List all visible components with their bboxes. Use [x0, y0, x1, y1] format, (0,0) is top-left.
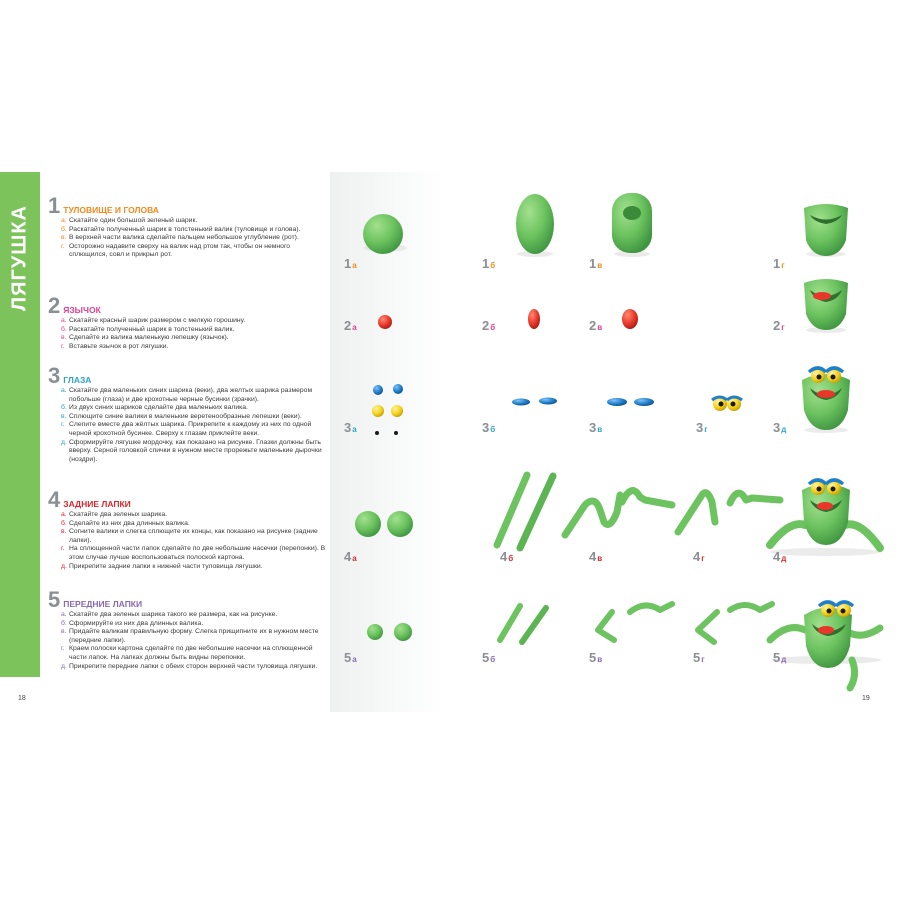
caption-number: 5 [589, 650, 597, 665]
photo-4d-frog-hind-legs [770, 480, 880, 556]
caption-number: 1 [482, 256, 490, 271]
caption-letter: в [597, 323, 603, 332]
step-item-letter: а. [61, 511, 67, 518]
photo-4a-two-balls [355, 511, 413, 537]
photo-5a-two-balls [367, 623, 412, 641]
step-item-text: Скатайте один большой зеленый шарик. [69, 217, 198, 224]
caption-letter: б [490, 425, 496, 434]
caption-letter: б [508, 554, 514, 563]
photo-5g-notched [698, 604, 772, 642]
photo-caption [500, 549, 513, 564]
step-item-text: Согните валики и слегка сплющите их концы, как показано на рисунке (задние лапки). [69, 528, 318, 544]
photo-4g-legs-notched [678, 493, 780, 532]
photo-caption [344, 650, 357, 665]
caption-letter: д [781, 655, 787, 664]
step-item-letter: г. [61, 242, 65, 250]
photo-4v-bent-legs [565, 491, 672, 535]
photo-caption [696, 420, 708, 435]
step-item-letter: а. [61, 217, 67, 224]
step-item-text: Сплющите синие валики в маленькие веретенообразные лепешки (веки). [69, 412, 302, 420]
photo-caption [589, 420, 602, 435]
photo-caption [693, 549, 705, 564]
photo-5d-frog-complete [770, 602, 881, 688]
photo-1v-roll-mouth [612, 193, 652, 257]
step-item-letter: г. [61, 342, 65, 350]
step-title: ПЕРЕДНИЕ ЛАПКИ [63, 599, 143, 609]
step-item-text: Сформируйте лягушке мордочку, как показано на рисунке. Глазки должны быть вверху. Серной головкой спички в нужном месте прорежьте маленькие дырочки (ноздри). [69, 438, 322, 463]
step-item-letter: б. [61, 404, 67, 412]
caption-number: 1 [589, 256, 597, 271]
caption-letter: г [781, 323, 785, 332]
step-item-text: На сплющенной части лапок сделайте по две небольшие насечки (перепонки). В этом случае лучше воспользоваться полоской картона. [69, 545, 326, 561]
step-item-letter: д. [61, 662, 67, 670]
caption-number: 4 [344, 549, 352, 564]
photo-2g-head-tongue [804, 279, 848, 333]
photo-caption [589, 650, 602, 665]
caption-letter: в [597, 655, 603, 664]
photo-caption [482, 318, 495, 333]
photo-caption [344, 256, 357, 271]
photo-caption [693, 650, 705, 665]
step-item-text: Сделайте из валика маленькую лепешку (язычок). [69, 334, 229, 342]
step-item-letter: б. [61, 225, 67, 233]
photo-caption [589, 549, 602, 564]
step-number: 2 [48, 293, 61, 318]
step-item-text: Раскатайте полученный шарик в толстенький валик. [69, 325, 235, 333]
step-item-text: Прикрепите передние лапки с обеих сторон верхней части туловища лягушки. [69, 662, 318, 670]
caption-letter: г [704, 425, 708, 434]
step-item-text: Скатайте два маленьких синих шарика (веки), два желтых шарика размером побольше (глаза) и две крохотные черные бусинки (зрачки). [69, 387, 313, 403]
photo-caption [773, 256, 785, 271]
photo-caption [344, 549, 357, 564]
photo-4b-long-rolls [497, 475, 553, 548]
caption-number: 5 [482, 650, 490, 665]
step-item-text: Из двух синих шариков сделайте два маленьких валика. [69, 404, 248, 412]
step-item-letter: д. [61, 562, 67, 570]
caption-number: 4 [693, 549, 701, 564]
photo-caption [589, 318, 602, 333]
step-title: ТУЛОВИЩЕ И ГОЛОВА [63, 205, 159, 215]
photo-1a-ball [363, 214, 407, 254]
step-item-letter: а. [61, 317, 67, 324]
caption-number: 5 [773, 650, 781, 665]
caption-number: 3 [482, 420, 490, 435]
photo-2v-red-flat [622, 309, 638, 329]
photo-3v-blue-flat [607, 398, 654, 406]
caption-letter: а [352, 323, 357, 332]
photo-1g-head [804, 204, 848, 257]
photo-caption [344, 318, 357, 333]
caption-letter: а [352, 655, 357, 664]
step-number: 1 [48, 193, 61, 218]
caption-letter: а [352, 554, 357, 563]
caption-number: 2 [589, 318, 597, 333]
step-title: ЗАДНИЕ ЛАПКИ [63, 499, 131, 509]
caption-number: 1 [344, 256, 352, 271]
step-number: 3 [48, 363, 61, 388]
step-item-text: Скатайте красный шарик размером с мелкую горошину. [69, 317, 246, 324]
caption-letter: д [781, 425, 787, 434]
step-item-letter: б. [61, 619, 67, 627]
caption-number: 2 [482, 318, 490, 333]
caption-letter: г [701, 554, 705, 563]
step-item-letter: в. [61, 412, 67, 420]
page-number-right: 19 [862, 695, 870, 702]
step-item-letter: в. [61, 528, 67, 536]
step-item-text: В верхней части валика сделайте пальцем небольшое углубление (рот). [69, 234, 299, 242]
photo-caption [773, 650, 786, 665]
caption-number: 4 [773, 549, 781, 564]
caption-letter: в [597, 554, 603, 563]
caption-number: 4 [589, 549, 597, 564]
step-item-letter: в. [61, 628, 67, 636]
photo-1b-roll [516, 194, 554, 257]
photo-caption [344, 420, 357, 435]
photo-caption [589, 256, 602, 271]
caption-letter: б [490, 261, 496, 270]
photo-5v-shaped [598, 604, 672, 640]
step-item-text: Вставьте язычок в рот лягушки. [69, 342, 169, 350]
photo-5b-rolls [500, 606, 546, 642]
photo-caption [482, 420, 495, 435]
step-number: 5 [48, 587, 61, 612]
caption-letter: г [701, 655, 705, 664]
caption-letter: г [781, 261, 785, 270]
step-item-text: Скатайте два зеленых шарика. [69, 511, 168, 518]
step-item-text: Сделайте из них два длинных валика. [69, 519, 190, 527]
caption-number: 5 [693, 650, 701, 665]
caption-number: 3 [589, 420, 597, 435]
step-title: ГЛАЗА [63, 375, 92, 385]
photo-caption [773, 318, 785, 333]
photo-3d-frog-head [802, 368, 850, 433]
step-item-letter: а. [61, 387, 67, 394]
caption-number: 1 [773, 256, 781, 271]
step-item-text: Осторожно надавите сверху на валик над ртом так, чтобы он немного сплющился, совл и прикрыл рот. [69, 242, 291, 259]
step-item-text: Прикрепите задние лапки к нижней части туловища лягушки. [69, 562, 263, 570]
step-item-letter: б. [61, 519, 67, 527]
photo-2b-red-roll [528, 309, 540, 329]
step-item-letter: а. [61, 611, 67, 618]
caption-letter: д [781, 554, 787, 563]
step-item-letter: г. [61, 545, 65, 553]
caption-letter: а [352, 261, 357, 270]
step-item-letter: в. [61, 334, 67, 342]
step-item-text: Раскатайте полученный шарик в толстенький валик (туловище и голова). [69, 225, 301, 233]
step-item-letter: б. [61, 325, 67, 333]
photo-caption [773, 549, 786, 564]
step-item-letter: г. [61, 645, 65, 653]
photo-caption [773, 420, 786, 435]
caption-letter: в [597, 261, 603, 270]
caption-number: 2 [773, 318, 781, 333]
caption-letter: б [490, 655, 496, 664]
step-item-text: Придайте валикам правильную форму. Слегка прищипните их в нужном месте (передние лапки). [69, 628, 319, 644]
photo-3g-eyes [712, 397, 742, 411]
caption-number: 5 [344, 650, 352, 665]
photo-caption [482, 256, 495, 271]
step-item-text: Слепите вместе два жёлтых шарика. Прикрепите к каждому из них по одной черной крохотной бусинке. Сверху к глазам приклейте веки. [69, 421, 312, 437]
sidebar-title: ЛЯГУШКА [8, 205, 31, 311]
caption-number: 3 [696, 420, 704, 435]
step-item-letter: в. [61, 234, 67, 242]
step-number: 4 [48, 487, 61, 512]
caption-number: 3 [344, 420, 352, 435]
step-item-letter: г. [61, 421, 65, 429]
photo-3b-blue-rolls [512, 398, 557, 406]
page-number-left: 18 [18, 695, 26, 702]
photo-caption [482, 650, 495, 665]
caption-number: 3 [773, 420, 781, 435]
caption-letter: б [490, 323, 496, 332]
caption-letter: в [597, 425, 603, 434]
step-item-letter: д. [61, 438, 67, 446]
step-item-text: Сформируйте из них два длинных валика. [69, 619, 204, 627]
step-item-text: Скатайте два зеленых шарика такого же размера, как на рисунке. [69, 611, 278, 618]
photo-2a-red-ball [378, 315, 392, 329]
caption-number: 2 [344, 318, 352, 333]
caption-letter: а [352, 425, 357, 434]
step-item-text: Краем полоски картона сделайте по две небольшие насечки на сплющенной части лапок. На лапках должны быть видны перепонки. [69, 645, 313, 661]
step-title: ЯЗЫЧОК [63, 305, 101, 315]
caption-number: 4 [500, 549, 508, 564]
photo-3a-eye-parts [372, 384, 403, 435]
